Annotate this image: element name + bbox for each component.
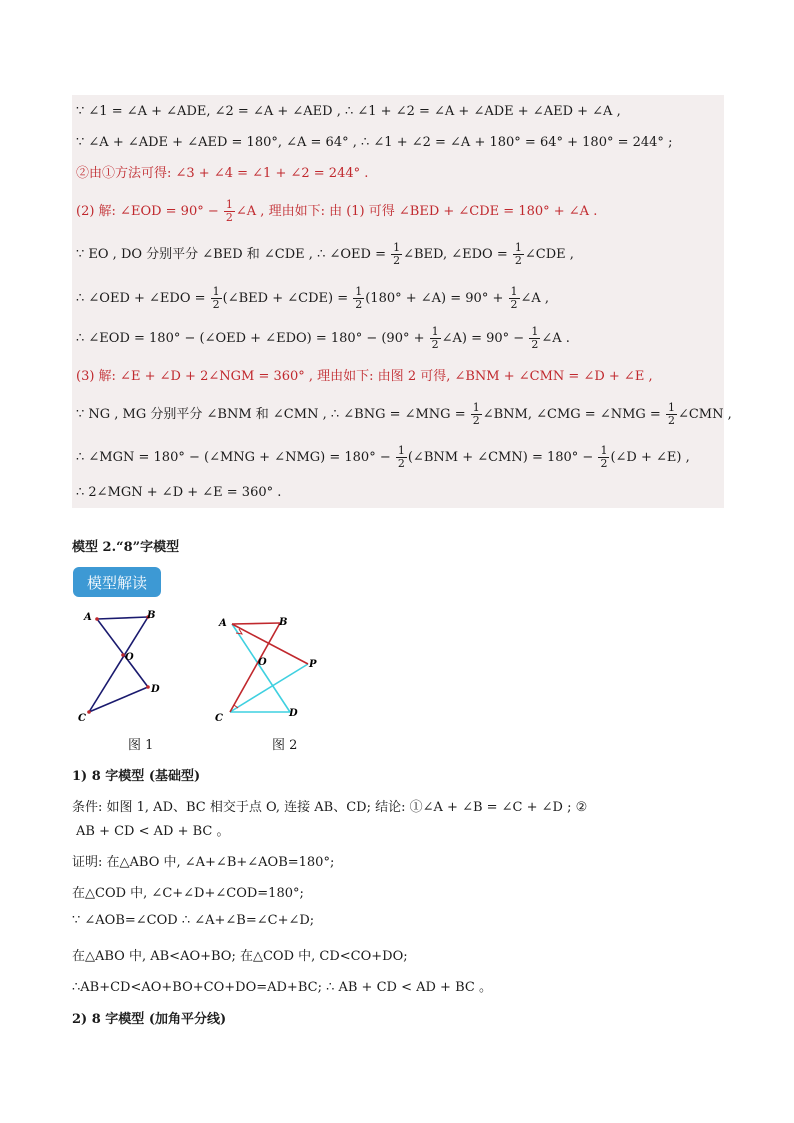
model-tag: 模型解读 — [73, 567, 161, 597]
line-text: ∵ NG , MG 分别平分 ∠BNM 和 ∠CMN , ∴ ∠BNG = ∠MNG = — [76, 407, 470, 422]
red-ab — [232, 623, 280, 624]
cyan-cp — [230, 664, 308, 712]
label-a: A — [219, 618, 227, 629]
point-c — [87, 710, 91, 714]
line-text: ∠A , 理由如下: 由 (1) 可得 ∠BED + ∠CDE = 180° + ∠A . — [235, 204, 598, 219]
label-p: P — [309, 659, 317, 670]
point-d — [146, 685, 150, 689]
condition-line-2: AB + CD < AD + BC 。 — [76, 824, 230, 839]
cyan-ad — [232, 624, 290, 712]
line-text: ∠BNM, ∠CMG = ∠NMG = — [482, 407, 665, 422]
fraction: $\frac{1}{2}$ — [431, 325, 439, 351]
red-ap — [232, 624, 308, 664]
fraction: $\frac{1}{2}$ — [393, 241, 401, 267]
fraction: $\frac{1}{2}$ — [472, 401, 480, 427]
fraction: $\frac{1}{2}$ — [355, 285, 363, 311]
fraction: $\frac{1}{2}$ — [212, 285, 220, 311]
line-text: ∠A , — [520, 291, 550, 306]
condition-line-1: 条件: 如图 1, AD、BC 相交于点 O, 连接 AB、CD; 结论: ①∠A + ∠B = ∠C + ∠D ; ② — [72, 800, 588, 815]
solution-line-11: ∴ 2∠MGN + ∠D + ∠E = 360° . — [76, 485, 282, 500]
solution-line-1: ∵ ∠1 = ∠A + ∠ADE, ∠2 = ∠A + ∠AED , ∴ ∠1 + ∠2 = ∠A + ∠ADE + ∠AED + ∠A , — [76, 104, 621, 119]
proof-line-3: ∵ ∠AOB=∠COD ∴ ∠A+∠B=∠C+∠D; — [72, 913, 315, 928]
figure-2-caption: 图 2 — [272, 738, 298, 753]
label-d: D — [151, 684, 160, 695]
line-text: ∴ ∠OED + ∠EDO = — [76, 291, 210, 306]
proof-line-2: 在△COD 中, ∠C+∠D+∠COD=180°; — [72, 886, 304, 901]
proof-line-4: 在△ABO 中, AB<AO+BO; 在△COD 中, CD<CO+DO; — [72, 949, 408, 964]
solution-line-8: (3) 解: ∠E + ∠D + 2∠NGM = 360° , 理由如下: 由图 2 可得, ∠BNM + ∠CMN = ∠D + ∠E , — [76, 369, 653, 384]
line-text: ∠CMN , — [677, 407, 732, 422]
figure-1 — [72, 606, 182, 726]
label-o: O — [125, 652, 134, 663]
line-text: ∠A) = 90° − — [441, 331, 529, 346]
fraction: $\frac{1}{2}$ — [510, 285, 518, 311]
line-text: ∠A . — [541, 331, 570, 346]
line-text: (∠BED + ∠CDE) = — [222, 291, 353, 306]
fraction: $\frac{1}{2}$ — [225, 198, 233, 224]
solution-line-3: ②由①方法可得: ∠3 + ∠4 = ∠1 + ∠2 = 244° . — [76, 166, 369, 181]
line-text: (180° + ∠A) = 90° + — [365, 291, 508, 306]
line-text: ∴ ∠MGN = 180° − (∠MNG + ∠NMG) = 180° − — [76, 450, 395, 465]
segment-cd — [89, 687, 148, 712]
figure-1-caption: 图 1 — [128, 738, 154, 753]
solution-line-2: ∵ ∠A + ∠ADE + ∠AED = 180°, ∠A = 64° , ∴ ∠1 + ∠2 = ∠A + 180° = 64° + 180° = 244° ; — [76, 135, 673, 150]
fraction: $\frac{1}{2}$ — [667, 401, 675, 427]
label-a: A — [84, 612, 92, 623]
label-b: B — [279, 617, 288, 628]
segment-ab — [97, 617, 148, 619]
proof-line-5: ∴AB+CD<AO+BO+CO+DO=AD+BC; ∴ AB + CD < AD + BC 。 — [72, 980, 492, 995]
section-1-title: 1) 8 字模型 (基础型) — [72, 769, 201, 784]
label-c: C — [215, 713, 223, 724]
line-text: (∠BNM + ∠CMN) = 180° − — [407, 450, 598, 465]
label-o: O — [258, 657, 267, 668]
line-text: ∠BED, ∠EDO = — [403, 247, 512, 262]
label-d: D — [289, 708, 298, 719]
segment-bc — [89, 617, 148, 712]
line-text: ∠CDE , — [524, 247, 574, 262]
model-heading: 模型 2.“8”字模型 — [72, 540, 180, 555]
fraction: $\frac{1}{2}$ — [531, 325, 539, 351]
label-c: C — [78, 713, 86, 724]
solution-line-6 — [76, 286, 549, 311]
fraction: $\frac{1}{2}$ — [397, 444, 405, 470]
proof-line-1: 证明: 在△ABO 中, ∠A+∠B+∠AOB=180°; — [72, 855, 335, 870]
line-text: (∠D + ∠E) , — [610, 450, 690, 465]
fraction: $\frac{1}{2}$ — [600, 444, 608, 470]
fraction: $\frac{1}{2}$ — [514, 241, 522, 267]
solution-line-7 — [76, 326, 570, 351]
line-text: (2) 解: ∠EOD = 90° − — [76, 204, 223, 219]
line-text: ∵ EO , DO 分别平分 ∠BED 和 ∠CDE , ∴ ∠OED = — [76, 247, 391, 262]
point-a — [95, 617, 99, 621]
label-b: B — [147, 610, 156, 621]
solution-line-9 — [76, 402, 732, 427]
solution-line-10 — [76, 445, 690, 470]
section-2-title: 2) 8 字模型 (加角平分线) — [72, 1012, 227, 1027]
solution-line-5 — [76, 242, 574, 267]
solution-line-4 — [76, 199, 597, 224]
figure-2 — [212, 612, 327, 724]
line-text: ∴ ∠EOD = 180° − (∠OED + ∠EDO) = 180° − (90° + — [76, 331, 429, 346]
